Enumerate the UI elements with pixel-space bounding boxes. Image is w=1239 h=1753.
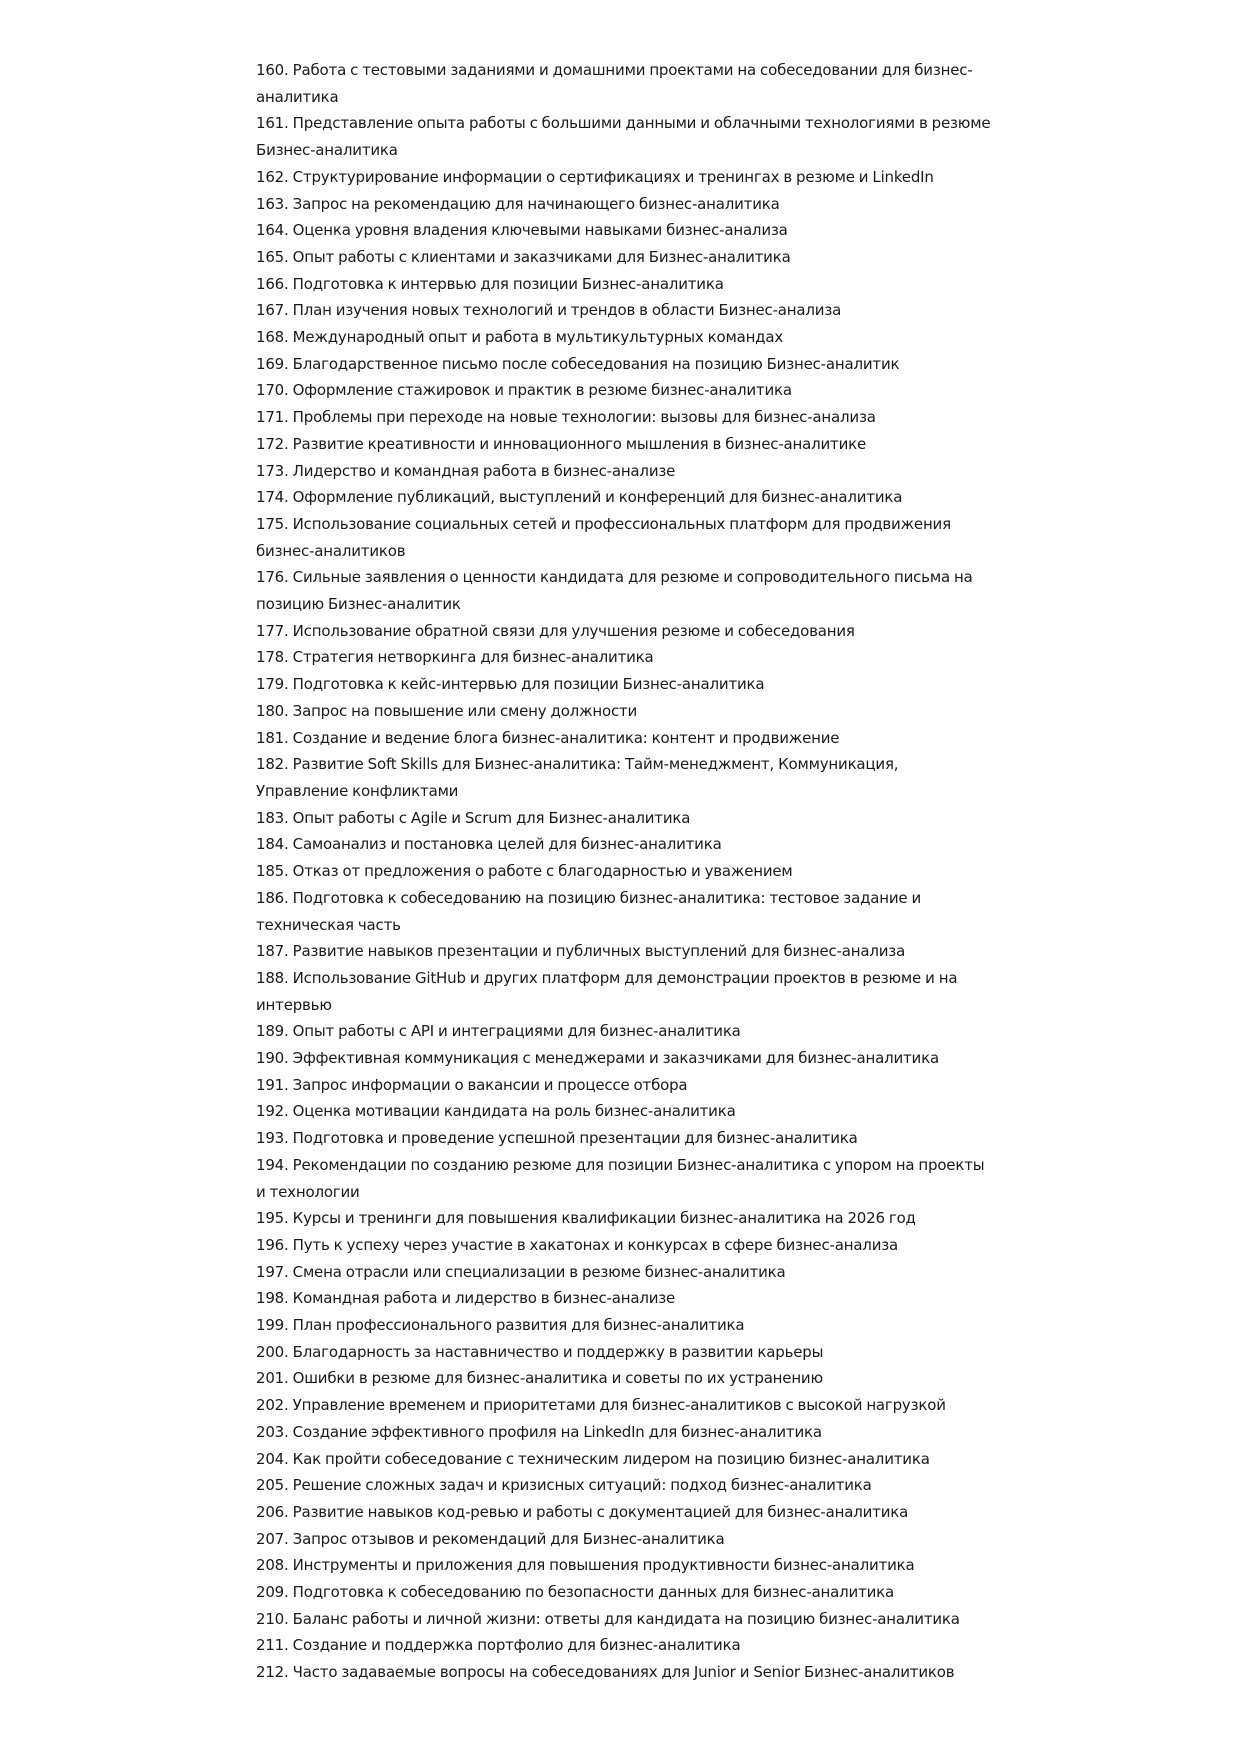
list-item: 177. Использование обратной связи для улучшения резюме и собеседования [256,621,855,640]
list-item: 199. План профессионального развития для бизнес-аналитика [256,1316,745,1335]
list-item: 176. Сильные заявления о ценности кандидата для резюме и сопроводительного письма на позицию Бизнес-аналитик [256,568,973,614]
list-item: 191. Запрос информации о вакансии и процессе отбора [256,1075,688,1094]
list-item: 172. Развитие креативности и инновационного мышления в бизнес-аналитике [256,434,867,453]
table-of-contents-list [256,57,991,1686]
list-item: 207. Запрос отзывов и рекомендаций для Бизнес-аналитика [256,1529,725,1548]
list-item: 182. Развитие Soft Skills для Бизнес-аналитика: Тайм-менеджмент, Коммуникация, Управление конфликтами [256,755,899,800]
list-item: 178. Стратегия нетворкинга для бизнес-аналитика [256,648,654,667]
list-item: 206. Развитие навыков код-ревью и работы с документацией для бизнес-аналитика [256,1502,909,1521]
list-item: 200. Благодарность за наставничество и поддержку в развитии карьеры [256,1342,824,1361]
list-item: 190. Эффективная коммуникация с менеджерами и заказчиками для бизнес-аналитика [256,1049,939,1068]
list-item: 163. Запрос на рекомендацию для начинающего бизнес-аналитика [256,194,780,213]
list-item: 179. Подготовка к кейс-интервью для позиции Бизнес-аналитика [256,675,765,694]
list-item: 187. Развитие навыков презентации и публичных выступлений для бизнес-анализа [256,942,906,961]
list-item: 167. План изучения новых технологий и трендов в области Бизнес-анализа [256,301,842,320]
list-item: 204. Как пройти собеседование с техническим лидером на позицию бизнес-аналитика [256,1449,930,1468]
list-item: 210. Баланс работы и личной жизни: ответы для кандидата на позицию бизнес-аналитика [256,1609,960,1628]
list-item: 173. Лидерство и командная работа в бизнес-анализе [256,461,676,480]
list-item: 169. Благодарственное письмо после собеседования на позицию Бизнес-аналитик [256,354,900,373]
list-item: 161. Представление опыта работы с большими данными и облачными технологиями в резюме Бизнес-аналитика [256,114,991,160]
list-item: 196. Путь к успеху через участие в хакатонах и конкурсах в сфере бизнес-анализа [256,1235,899,1254]
list-item: 166. Подготовка к интервью для позиции Бизнес-аналитика [256,274,724,293]
list-item: 165. Опыт работы с клиентами и заказчиками для Бизнес-аналитика [256,247,791,266]
list-item: 201. Ошибки в резюме для бизнес-аналитика и советы по их устранению [256,1369,823,1388]
list-item: 175. Использование социальных сетей и профессиональных платформ для продвижения бизнес-аналитиков [256,514,951,560]
list-item: 195. Курсы и тренинги для повышения квалификации бизнес-аналитика на 2026 год [256,1209,916,1228]
list-item: 209. Подготовка к собеседованию по безопасности данных для бизнес-аналитика [256,1583,895,1602]
list-item: 171. Проблемы при переходе на новые технологии: вызовы для бизнес-анализа [256,408,876,427]
list-item: 208. Инструменты и приложения для повышения продуктивности бизнес-аналитика [256,1556,915,1575]
list-item: 193. Подготовка и проведение успешной презентации для бизнес-аналитика [256,1129,858,1148]
document-page [256,57,991,1686]
list-item: 185. Отказ от предложения о работе с благодарностью и уважением [256,862,793,881]
list-item: 183. Опыт работы с Agile и Scrum для Бизнес-аналитика [256,808,691,827]
list-item: 168. Международный опыт и работа в мультикультурных командах [256,328,784,347]
list-item: 189. Опыт работы с API и интеграциями для бизнес-аналитика [256,1022,741,1041]
list-item: 160. Работа с тестовыми заданиями и домашними проектами на собеседовании для бизнес-аналитика [256,61,973,106]
list-item: 186. Подготовка к собеседованию на позицию бизнес-аналитика: тестовое задание и техническая часть [256,888,922,934]
list-item: 192. Оценка мотивации кандидата на роль бизнес-аналитика [256,1102,736,1121]
list-item: 164. Оценка уровня владения ключевыми навыками бизнес-анализа [256,221,788,240]
list-item: 174. Оформление публикаций, выступлений и конференций для бизнес-аналитика [256,488,903,507]
list-item: 162. Структурирование информации о сертификациях и тренингах в резюме и LinkedIn [256,167,934,186]
list-item: 203. Создание эффективного профиля на LinkedIn для бизнес-аналитика [256,1422,822,1441]
list-item: 180. Запрос на повышение или смену должности [256,701,638,720]
list-item: 181. Создание и ведение блога бизнес-аналитика: контент и продвижение [256,728,840,747]
list-item: 205. Решение сложных задач и кризисных ситуаций: подход бизнес-аналитика [256,1476,872,1495]
list-item: 184. Самоанализ и постановка целей для бизнес-аналитика [256,835,722,854]
list-item: 170. Оформление стажировок и практик в резюме бизнес-аналитика [256,381,792,400]
list-item: 202. Управление временем и приоритетами для бизнес-аналитиков с высокой нагрузкой [256,1396,946,1415]
list-item: 194. Рекомендации по созданию резюме для позиции Бизнес-аналитика с упором на проекты и технологии [256,1155,985,1201]
list-item: 211. Создание и поддержка портфолио для бизнес-аналитика [256,1636,741,1655]
list-item: 198. Командная работа и лидерство в бизнес-анализе [256,1289,676,1308]
list-item: 212. Часто задаваемые вопросы на собеседованиях для Junior и Senior Бизнес-аналитиков [256,1663,955,1682]
list-item: 188. Использование GitHub и других платформ для демонстрации проектов в резюме и на интервью [256,968,958,1014]
list-item: 197. Смена отрасли или специализации в резюме бизнес-аналитика [256,1262,786,1281]
